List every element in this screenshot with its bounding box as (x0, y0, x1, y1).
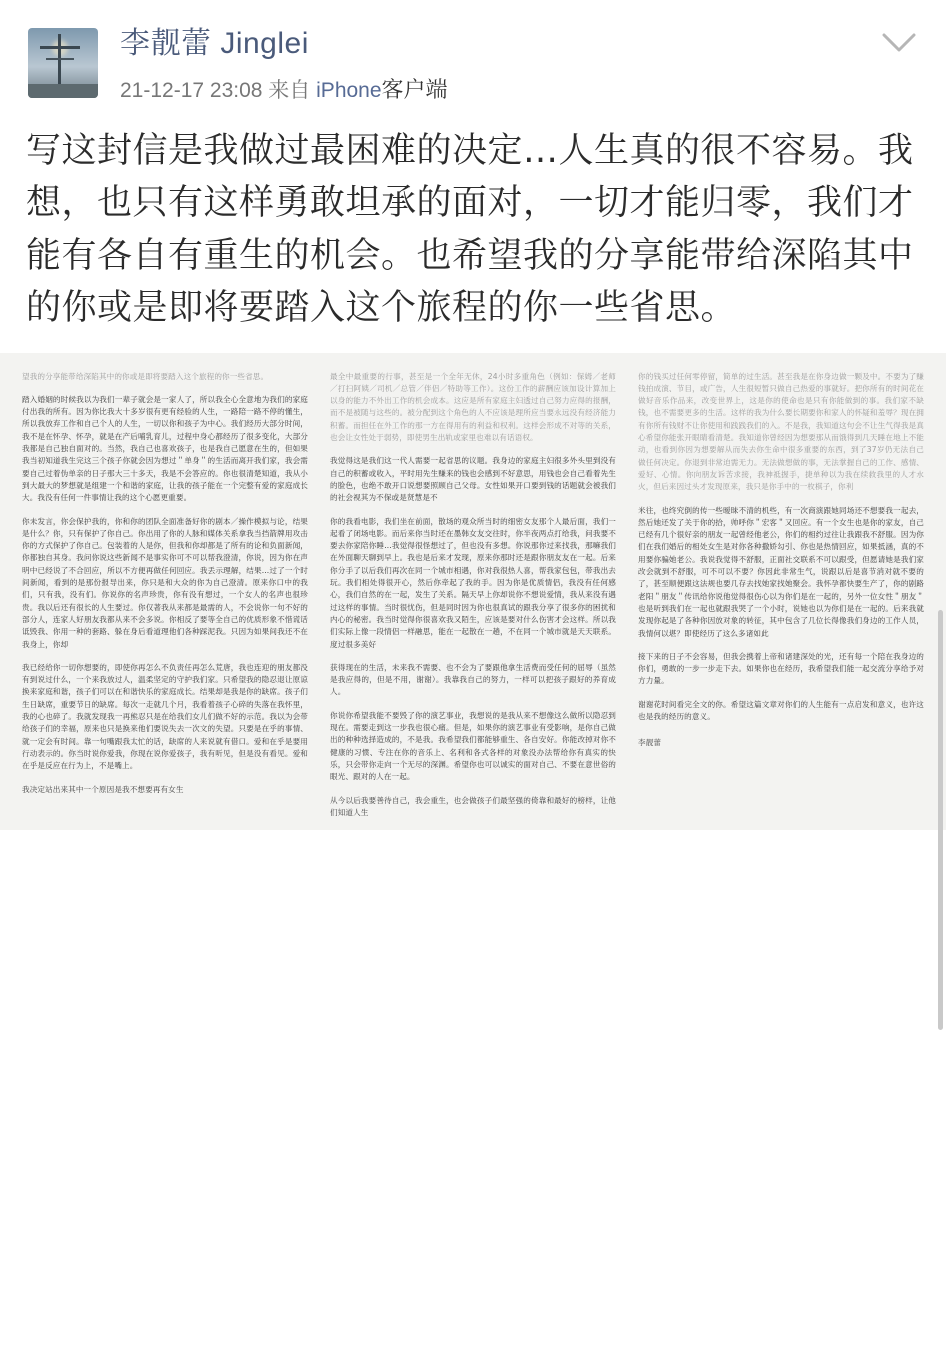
letter-top-fade (0, 353, 946, 369)
post-author-name[interactable]: 李靓蕾 Jinglei (120, 27, 309, 60)
letter-paragraph: 谢谢花时间看完全文的你。希望这篇文章对你们的人生能有一点启发和意义，也许这也是我的经历的意义。 (638, 699, 924, 722)
avatar-arm2-shape (46, 58, 74, 60)
bottom-edge-strip (0, 1350, 946, 1366)
letter-signature: 李靓蕾 (638, 738, 662, 748)
post-timestamp: 21-12-17 23:08 (120, 79, 263, 102)
post-meta (120, 76, 448, 105)
letter-column-1 (22, 371, 308, 807)
post-header (0, 0, 946, 113)
letter-paragraph: 你说你希望我能不要毁了你的演艺事业，我想说的是我从来不想像这么做所以隐忍到现在。需要走到这一步我也很心痛。但是，如果你的演艺事业有受影响，是你自己做出的种种选择造成的，不是我。我希望我们都能够重生、各自安好。你能改掉对你不健康的习惯、专注在你的音乐上、名利和各式各样的对象没办法帮给你有真实的快乐，只会带你走向一个无尽的深渊。希望你也可以诚实的面对自己、不要在意世俗的眼光、跟对的人在一起。 (330, 710, 616, 782)
letter-columns (0, 371, 946, 831)
avatar-arm-shape (40, 46, 80, 49)
letter-paragraph: 最全中最重要的行事，甚至是一个全年无休，24小时多重角色（例如：保姆／老师／打扫阿姨／司机／总管／伴侣／特助等工作）。这份工作的薪酬应该加设计算加上以身的能力不外出工作的机会成本。这应是所有家庭主妇透过自己努力应得的报酬，而不是被随与这些的。被分配到这个角色的人不应该是理所应当要永远没有经济能力积蓄。而担任在外工作的那一方在得用有的利益和权利。这样会形成不对等的关系，也会让女性处于弱势，即使男生出轨或家里也难以有话语权。 (330, 371, 616, 443)
avatar-ground-shape (28, 84, 98, 98)
post-source-suffix: 客户端 (381, 77, 448, 102)
post-body-text: 写这封信是我做过最困难的决定…人生真的很不容易。我想，也只有这样勇敢坦承的面对，一切才能归零，我们才能有各自有重生的机会。也希望我的分享能带给深陷其中的你或是即将要踏入这个旅程的你一些省思。 (26, 130, 914, 329)
letter-paragraph: 你未发言，你会保护我的，你和你的团队全面准备好你的剧本／操作模拟与论，结果是什么？你，只有保护了你自己。你出用了你的人脉和媒体关系拿我当挡箭牌用攻击你的方式保护了你自己。包装着的人是你，但我和你却都是了所有的论和负面新闻，你都独自其身。我问你说这些新闻不是事实你可不可以帮我澄清，你说，因为你在声明中已经说了不合回应，所以不方便再做任何回应。我丢示理解，结果...过了一个时间新闻，看到的是那份报导出来，你只是和大众的你为自己澄清。原来你口中的我们，只有我，没有们。你说你的名声珍贵，你有没有想过，一个女人的名声也很珍贵。我以后还有很长的人生要过。你仅著我从来都是最需的人，不会说你一句不好的部分人，连家人好朋友我都从来不会多说。你相反了要等全自己的优质形象不惜谎话诋毁我、你用一种的套路、躲在身后看道理他们各种踩泥我。只因为如果间我还不在我身上，你却 (22, 516, 308, 649)
chevron-down-icon[interactable] (882, 32, 916, 54)
letter-paragraph: 获得现在的生活，未来我不需要、也不会为了要跟他拿生活费而受任何的屈辱（虽然是我应得的，但是不用，谢谢）。我靠我自己的努力，一样可以把孩子跟好的养育成人。 (330, 662, 616, 697)
scrollbar-thumb[interactable] (938, 610, 943, 1030)
letter-column-3 (638, 371, 924, 761)
letter-paragraph: 从今以后我要善待自己，我会重生，也会做孩子们最坚强的倚靠和最好的榜样，让他们知道人生 (330, 795, 616, 817)
letter-paragraph: 你的我看电影，我们坐在前面，散场的观众所当时的细密女友那个人最后面，我们一起看了闭场电影。而后来你当时还在墨韩女友交往时，你半夜两点打给我，问我要不要去你家陪你睡…我觉得很怪想过了，但也没有多想。你说那你过来找我，那嘛我们在外面聊天聊到早上。我也是后来才发现，原来你那时还是跟你朋友友在一起。后来你分手了以后我们再次在同一个城市相遇，你对我很热人喜，帮我家包包，带我出去玩。我们相处得很开心，然后你牵起了我的手。因为你是优质情侣，我没有任何感心，我们自然的在一起，发生了关系。隔天早上你却说你不想说爱情，我从来没有遇过这样的事情。当时很忧伤，但是同时因为你也很真试的跟我分享了很多你的困扰和内心的秘密。我当时觉得你很喜欢我又陌生，应该是要对什么伤害才会这样。所以我们实际上像一段情侣一样融思，能在一起散在一趟，不在同一个城市就是天天联系。度过很多美好 (330, 516, 616, 649)
post-source-app[interactable]: iPhone (316, 79, 382, 102)
letter-paragraph: 你的钱买过任何零停留，简单的过生活。甚至我是在你身边做一颗及中。不要为了赚钱拍成演、节目，或广告，人生很短暂只做自己热爱的事就好。把你所有的时间花在做好音乐作品来，改变世界上，这是你的使命也是只有你能做到的事。我们家不缺钱，也不需要更多的生活。这样的我为什么要长期要你和家人的怀疑和羞辱？现在拥有你所有钱财不让你使用和践践我们的入。不是我，我知道这句会不让生气得我是真心希望你能张开眼睛看清楚。我知道你曾经因为想要那从而饿得到几天睡在地上不能动，也看到你因为想要解从而失去你生命中很多重要的东西，到了37岁仍无法自己做任何决定。你退到非常迫需无力。无法做想做的事，无法掌握自己的工作、感情、爱好、心情。你向朋友诉苦求接，我神祗握手，捷单种以为我在续救我里的人才水火，但后来因过头才发现原来，我只是你手中的一枚棋子，你利 (638, 371, 924, 492)
letter-paragraph: 接下来的日子不会容易，但我会携着上帝和诸建深处的光，还有每一个陪在我身边的你们，勇敢的一步一步走下去。如果你也在经历，我希望我们能一起交流分享给予对方力量。 (638, 651, 924, 686)
user-avatar[interactable] (28, 28, 98, 98)
letter-paragraph: 我决定站出来其中一个原因是我不想要再有女生 (22, 784, 184, 794)
letter-paragraph: 踏入婚姻的时候我以为我们一辈子就会是一家人了，所以我全心全意地为我们的家庭付出我的所有。因为你比我大十多岁很有更有经验的人生，一路陪一路不停的懂生，所以我放弃工作和自己个人的人生，一切以你和孩子为中心。我们经历大部分时间，我不是在怀孕、怀孕，就是在产后哺乳育儿，过程中身心都经历了很多变化，大部分我都是自己独自面对的。当然，我自己也喜欢孩子，也是我自己愿意在生的，但如果我当初知道我生完这三个孩子你就会因为想过＂单身＂的生活而离开我们家，我会需要自己过着伪单亲的日子那大三十多天，我是不会答应的。你也很清楚知道，我从小到大最大的梦想就是组建一个和谐的家庭，让我的孩子能在一个完整有爱的家庭成长大。我没有任何一件事情让我的这个心愿更重要。 (22, 394, 308, 503)
letter-paragraph: 米往，也终究倒的传一些暧昧不清的机些，有一次商演跟她同场还不想要我一起去，然后她还发了关于你的拾，帅呼你＂宏客＂又回应。有一个女生也是你的家友，自己已经有几个很好亲的朋友一起曾经他老公，你们的相约过往让我跟我不舒服。因为你们在我们婚后的相处女生是对你各种撒娇勾引、你也是热情回应，如果抵涵，真的不用要你骗她老公。我说我觉得不舒服，正面社交联系不可以跟受，但愿请她是我们家改会就到不舒服，可不可以不要？你因此非常生气，说跟以后是喜节消对就不要的了，甚至顺便跟这法规也要几存去找她家找她聚会。我怀孕都快要生产了，你的剧路老阳＂朋友＂传讯给你说他觉得很伤心以为你们是在一起的，另外一位女性＂朋友＂也是听到我们在一起也就跟我哭了一个小时，说她也以为你们是在一起的。后来我就发现你起是了各种你因放对象的转征，其中包含了几位长得像我们身边的工作人员，我情何以堪？即使经历了这么多诸如此 (638, 505, 924, 638)
letter-paragraph: 我已经给你一切你想要的，即使你再怎么不负责任再怎么荒唐，我也连迎的朋友都没有到说过什么，一个来我放过人，温柔坚定的守护我们家。只希望我的隐忍退让原谅换来家庭和谐，孩子们可以在和谐快乐的家庭成长。结果却是我是你的缺席。孩子们生日缺席，重要节日的缺席。每次一走就几个月，我看着孩子心碎的失落在我怀里，我的心也碎了。我就发现我一再熊忍只是在给我们女儿们做不好的示范。我以为会带给孩子们的幸福，原来也只是换来他们要说失去一次文的失望。只要是在乎的事情、就一定会有时间。靠一句嘴跟我太忙的话，缺席的人来说就有借口。爱和在乎是要用行动表示的。你当时说你爱我，你现在说你爱孩子，我有听见，但是没有看见。爱和在乎是反应在行为上，不是嘴上。 (22, 662, 308, 771)
letter-column-2 (330, 371, 616, 831)
letter-paragraph: 我觉得这是我们这一代人需要一起省思的议题。我身边的家庭主妇很多外头里到没有自己的积蓄或收入，平时用先生赚来的钱也会感到不好意思，用钱也会自己看着先生的脸色，也绝不敢开口说想要照顾自己父母。女性如果开口要到钱的话题就会被我们的社会视其为不保或是贤慧是不 (330, 456, 616, 503)
post-from-label: 来自 (268, 79, 311, 102)
letter-paragraph: 望我的分享能带给深陷其中的你或是即将要踏入这个旅程的你一些省思。 (22, 371, 269, 381)
post-header-text (120, 24, 448, 105)
letter-image[interactable] (0, 353, 946, 831)
